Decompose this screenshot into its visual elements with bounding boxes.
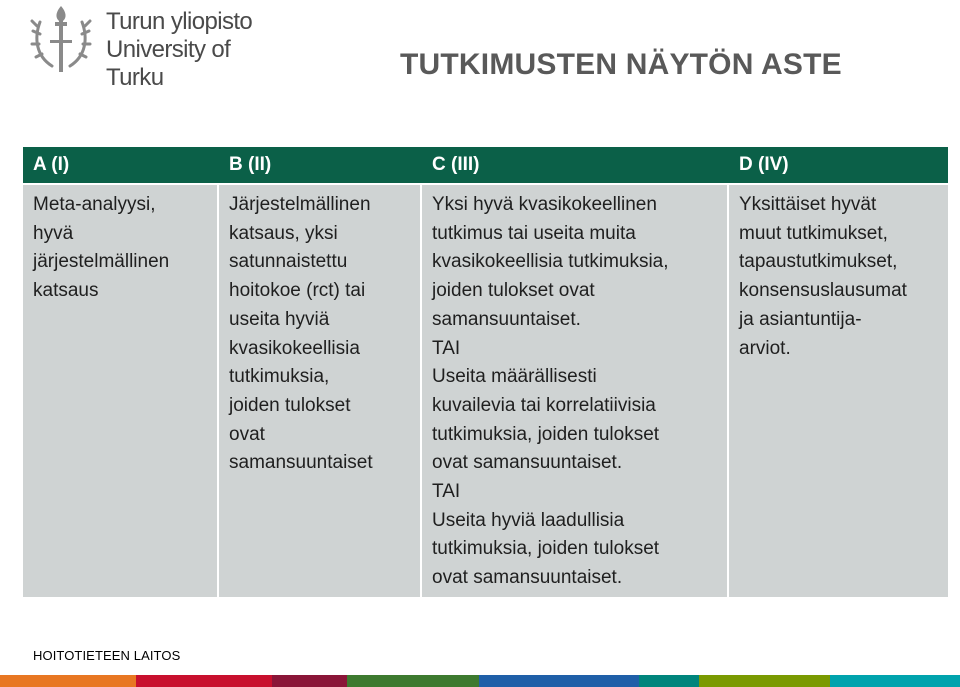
cell-text-line: Yksittäiset hyvät	[739, 194, 877, 215]
cell-text-line: joiden tulokset ovat	[432, 280, 595, 302]
cell-text-line: samansuuntaiset	[229, 452, 373, 474]
stripe-segment	[830, 675, 960, 687]
cell-text-line: kvasikokeellisia	[229, 337, 360, 359]
table-cell-b	[219, 185, 420, 597]
cell-text-line: tutkimuksia, joiden tulokset	[432, 423, 660, 445]
cell-text-line: tutkimuksia,	[229, 366, 330, 388]
cell-text-line: Useita hyviä laadullisia	[432, 509, 625, 531]
cell-text-line: ja asiantuntija-	[739, 308, 862, 330]
cell-text-line: arviot.	[739, 337, 791, 359]
page-title: TUTKIMUSTEN NÄYTÖN ASTE	[400, 48, 842, 81]
cell-text-line: hyvä	[33, 222, 74, 244]
cell-text-line: useita hyviä	[229, 308, 330, 330]
column-header-d: D (IV)	[739, 154, 789, 175]
footer-color-stripe	[0, 675, 960, 687]
cell-text-line: Useita määrällisesti	[432, 366, 597, 388]
cell-text-line: katsaus	[33, 280, 99, 302]
cell-text-line: samansuuntaiset.	[432, 308, 581, 330]
logo-line-english: University of Turku	[106, 36, 231, 91]
cell-text-line: ovat samansuuntaiset.	[432, 452, 623, 474]
column-header-a: A (I)	[33, 154, 70, 175]
stripe-segment	[136, 675, 272, 687]
cell-text-line: tutkimuksia, joiden tulokset	[432, 538, 660, 560]
cell-text-line: Järjestelmällinen	[229, 194, 371, 215]
cell-text-line: TAI	[432, 337, 461, 359]
cell-text-line: Yksi hyvä kvasikokeellinen	[432, 194, 657, 215]
university-logo[interactable]	[30, 4, 290, 91]
stripe-segment	[272, 675, 347, 687]
cell-text-line: järjestelmällinen	[33, 251, 170, 273]
cell-text-line: joiden tulokset	[229, 394, 351, 416]
cell-text-line: satunnaistettu	[229, 251, 348, 273]
cell-text-line: tapaustutkimukset,	[739, 251, 898, 273]
cell-text-line: konsensuslausumat	[739, 280, 907, 302]
column-header-c: C (III)	[432, 154, 480, 175]
cell-text-line: ovat	[229, 423, 265, 445]
cell-text-line: tutkimus tai useita muita	[432, 222, 636, 244]
column-header-b: B (II)	[229, 154, 272, 175]
evidence-level-table	[23, 147, 948, 597]
table-cell-a	[23, 185, 217, 597]
stripe-segment	[347, 675, 479, 687]
cell-text-line: kvasikokeellisia tutkimuksia,	[432, 251, 669, 273]
cell-text-line: muut tutkimukset,	[739, 222, 888, 244]
table-cell-d	[729, 185, 948, 597]
logo-wordmark	[106, 8, 290, 92]
logo-line-finnish: Turun yliopisto	[106, 8, 253, 35]
stripe-segment	[699, 675, 830, 687]
torch-wreath-logo-icon	[30, 4, 92, 74]
cell-text-line: kuvailevia tai korrelatiivisia	[432, 394, 656, 416]
stripe-segment	[479, 675, 639, 687]
cell-text-line: hoitokoe (rct) tai	[229, 280, 366, 302]
cell-text-line: Meta-analyysi,	[33, 194, 156, 215]
cell-text-line: ovat samansuuntaiset.	[432, 567, 623, 589]
stripe-segment	[0, 675, 136, 687]
stripe-segment	[639, 675, 699, 687]
cell-text-line: TAI	[432, 481, 461, 503]
table-cell-c	[422, 185, 727, 597]
cell-text-line: katsaus, yksi	[229, 222, 338, 244]
department-name: HOITOTIETEEN LAITOS	[33, 648, 181, 663]
